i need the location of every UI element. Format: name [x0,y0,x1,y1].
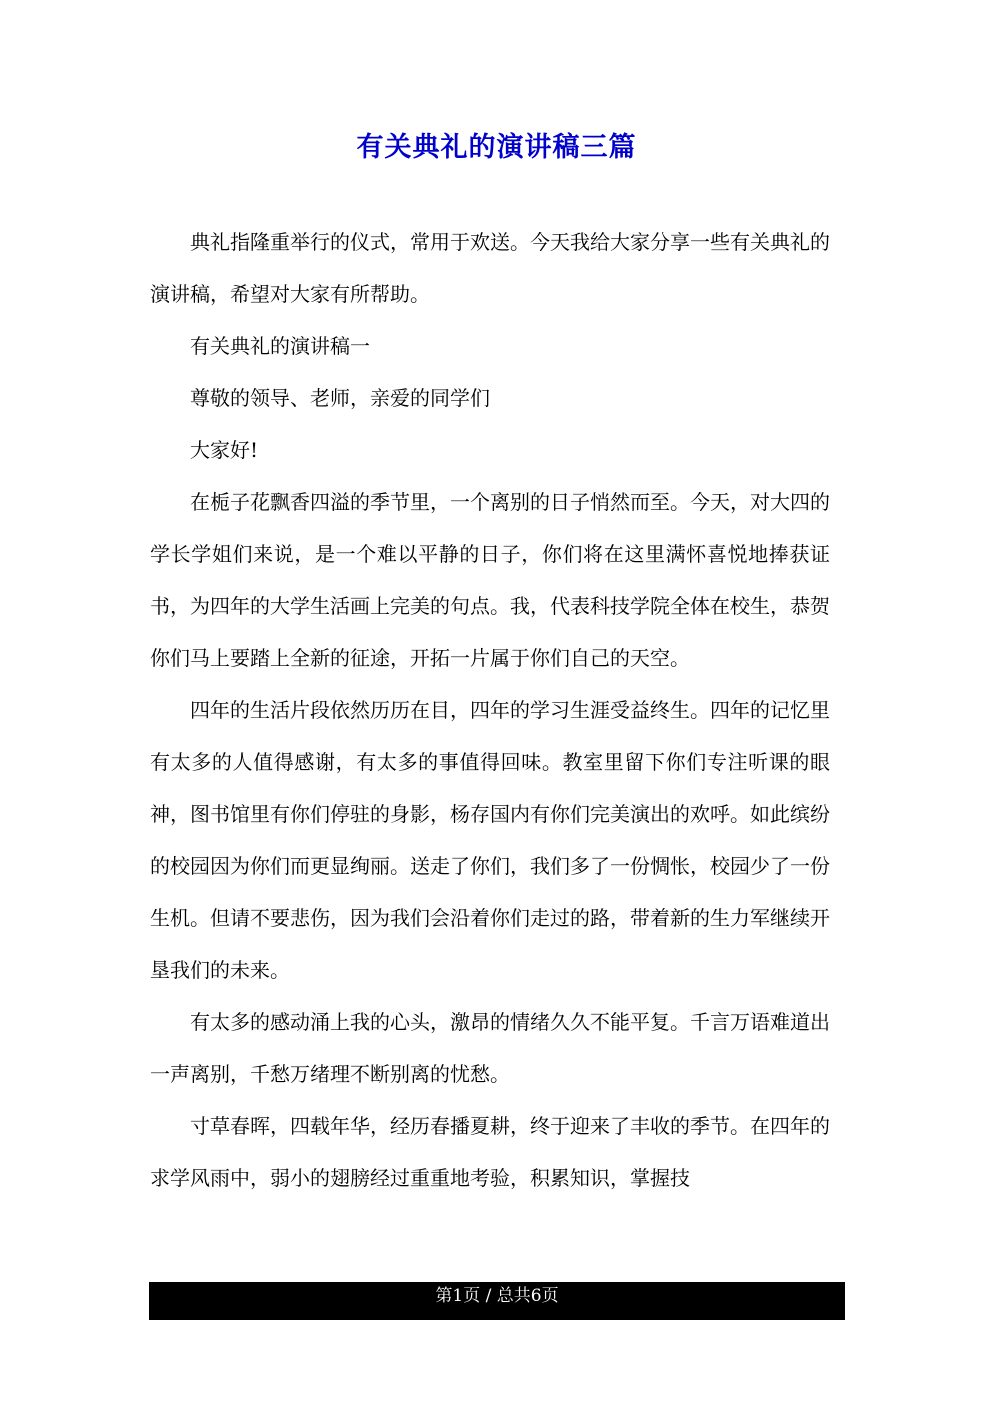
paragraph-salutation: 尊敬的领导、老师，亲爱的同学们 [190,386,490,410]
page-footer [149,1282,845,1320]
document-title: 有关典礼的演讲稿三篇 [356,132,637,163]
paragraph-body-4: 寸草春晖，四载年华，经历春播夏耕，终于迎来了丰收的季节。在四年的求学风雨中，弱小的翅膀经过重重地考验，积累知识，掌握技 [150,1114,830,1190]
paragraph-greeting: 大家好! [190,438,259,462]
paragraph-body-1: 在栀子花飘香四溢的季节里，一个离别的日子悄然而至。今天，对大四的学长学姐们来说，是一个难以平静的日子，你们将在这里满怀喜悦地捧获证书，为四年的大学生活画上完美的句点。我，代表科技学院全体在校生，恭贺你们马上要踏上全新的征途，开拓一片属于你们自己的天空。 [150,490,830,670]
paragraph-intro: 典礼指隆重举行的仪式，常用于欢送。今天我给大家分享一些有关典礼的演讲稿，希望对大家有所帮助。 [150,230,830,306]
document-body [150,216,830,1204]
paragraph-body-2: 四年的生活片段依然历历在目，四年的学习生涯受益终生。四年的记忆里有太多的人值得感谢，有太多的事值得回味。教室里留下你们专注听课的眼神，图书馆里有你们停驻的身影，杨存国内有你们完美演出的欢呼。如此缤纷的校园因为你们而更显绚丽。送走了你们，我们多了一份惆怅，校园少了一份生机。但请不要悲伤，因为我们会沿着你们走过的路，带着新的生力军继续开垦我们的未来。 [150,698,830,982]
paragraph-speech-heading: 有关典礼的演讲稿一 [190,334,370,358]
paragraph-body-3: 有太多的感动涌上我的心头，激昂的情绪久久不能平复。千言万语难道出一声离别，千愁万绪理不断别离的忧愁。 [150,1010,830,1086]
page-number-label: 第1页 / 总共6页 [435,1286,559,1306]
